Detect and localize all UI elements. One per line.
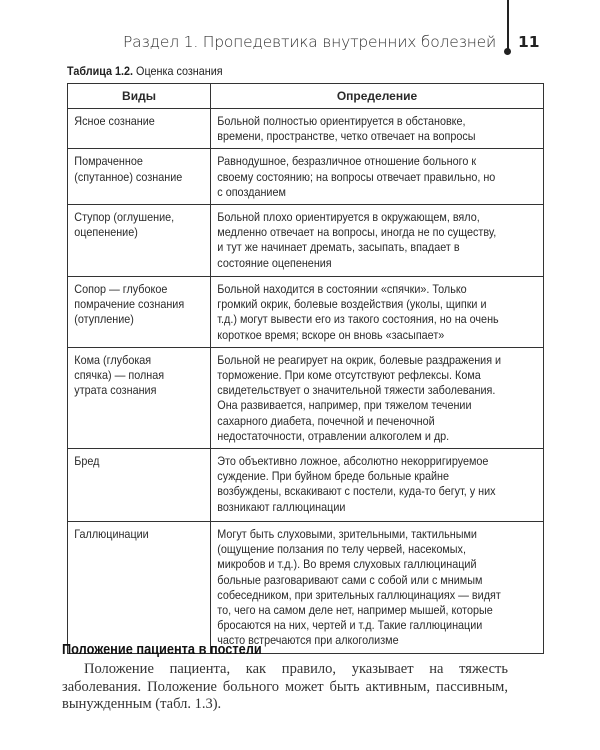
row-type: Кома (глубокая спячка) — полная утрата сознания [74,352,165,398]
table-caption-label: Таблица 1.2. [67,64,134,78]
table-caption [67,64,223,78]
table-caption-title: Оценка сознания [136,64,223,78]
table-row [68,149,544,205]
table-row [68,449,544,522]
row-definition: Могут быть слуховыми, зрительными, тактильными (ощущение ползания по телу червей, насекомых, микробов и т.д.). Во время слуховых галлюцинаций больные разговаривают сами с собой или с мнимым собеседником, при зрительных галлюцинациях — видят то, чего на самом деле нет, например мышей, которые бросаются на них, чертей и т.д. Такие галлюцинации часто встречаются при алкоголизме [217,527,501,648]
table-header-row [68,84,544,109]
table-row [68,277,544,348]
row-type: Ясное сознание [74,114,155,128]
row-type: Галлюцинации [74,527,149,542]
table-row [68,522,544,654]
section-heading: Положение пациента в постели [62,642,262,658]
header-rule-line [507,0,509,50]
table-row [68,109,544,149]
row-definition: Больной не реагирует на окрик, болевые раздражения и торможение. При коме отсутствуют рефлексы. Кома свидетельствует о значительной тяжести заболевания. Она развивается, например, при тяжелом течении сахарного диабета, почечной и печеночной недостаточности, отравлении алкоголем и др. [217,352,502,443]
row-definition: Больной плохо ориентируется в окружающем, вяло, медленно отвечает на вопросы, иногда не по существу, и тут же начинает дремать, засыпать, впадает в состояние оцепенения [217,210,497,270]
row-type: Сопор — глубокое помрачение сознания (отупление) [74,282,185,327]
column-header-definition: Определение [211,84,544,109]
table-row [68,205,544,277]
table-row [68,347,544,448]
row-type: Ступор (оглушение, оцепенение) [74,210,175,240]
column-header-types: Виды [68,84,211,109]
row-definition: Равнодушное, безразличное отношение больного к своему состоянию; на вопросы отвечает правильно, но с опозданием [217,154,496,199]
row-type: Бред [74,454,100,469]
page-number: 11 [518,33,540,51]
row-definition: Больной полностью ориентируется в обстановке, времени, пространстве, четко отвечает на вопросы [217,114,476,144]
running-head: Раздел 1. Пропедевтика внутренних болезней [122,33,496,51]
section-paragraph: Положение пациента, как правило, указывает на тяжесть заболевания. Положение больного может быть активным, пассивным, вынужденным (табл. 1.3). [62,661,508,712]
consciousness-table [67,83,544,654]
row-definition: Это объективно ложное, абсолютно некорригируемое суждение. При буйном бреде больные крайне возбуждены, вскакивают с постели, куда-то бегут, у них возникают галлюцинации [217,454,496,514]
header-rule-dot [504,48,511,55]
row-definition: Больной находится в состоянии «спячки». Только громкий окрик, болевые воздействия (уколы, щипки и т.д.) могут вывести его из такого состояния, но на очень короткое время; вскоре он вновь «засыпает» [217,282,499,342]
row-type: Помраченное (спутанное) сознание [74,154,183,184]
